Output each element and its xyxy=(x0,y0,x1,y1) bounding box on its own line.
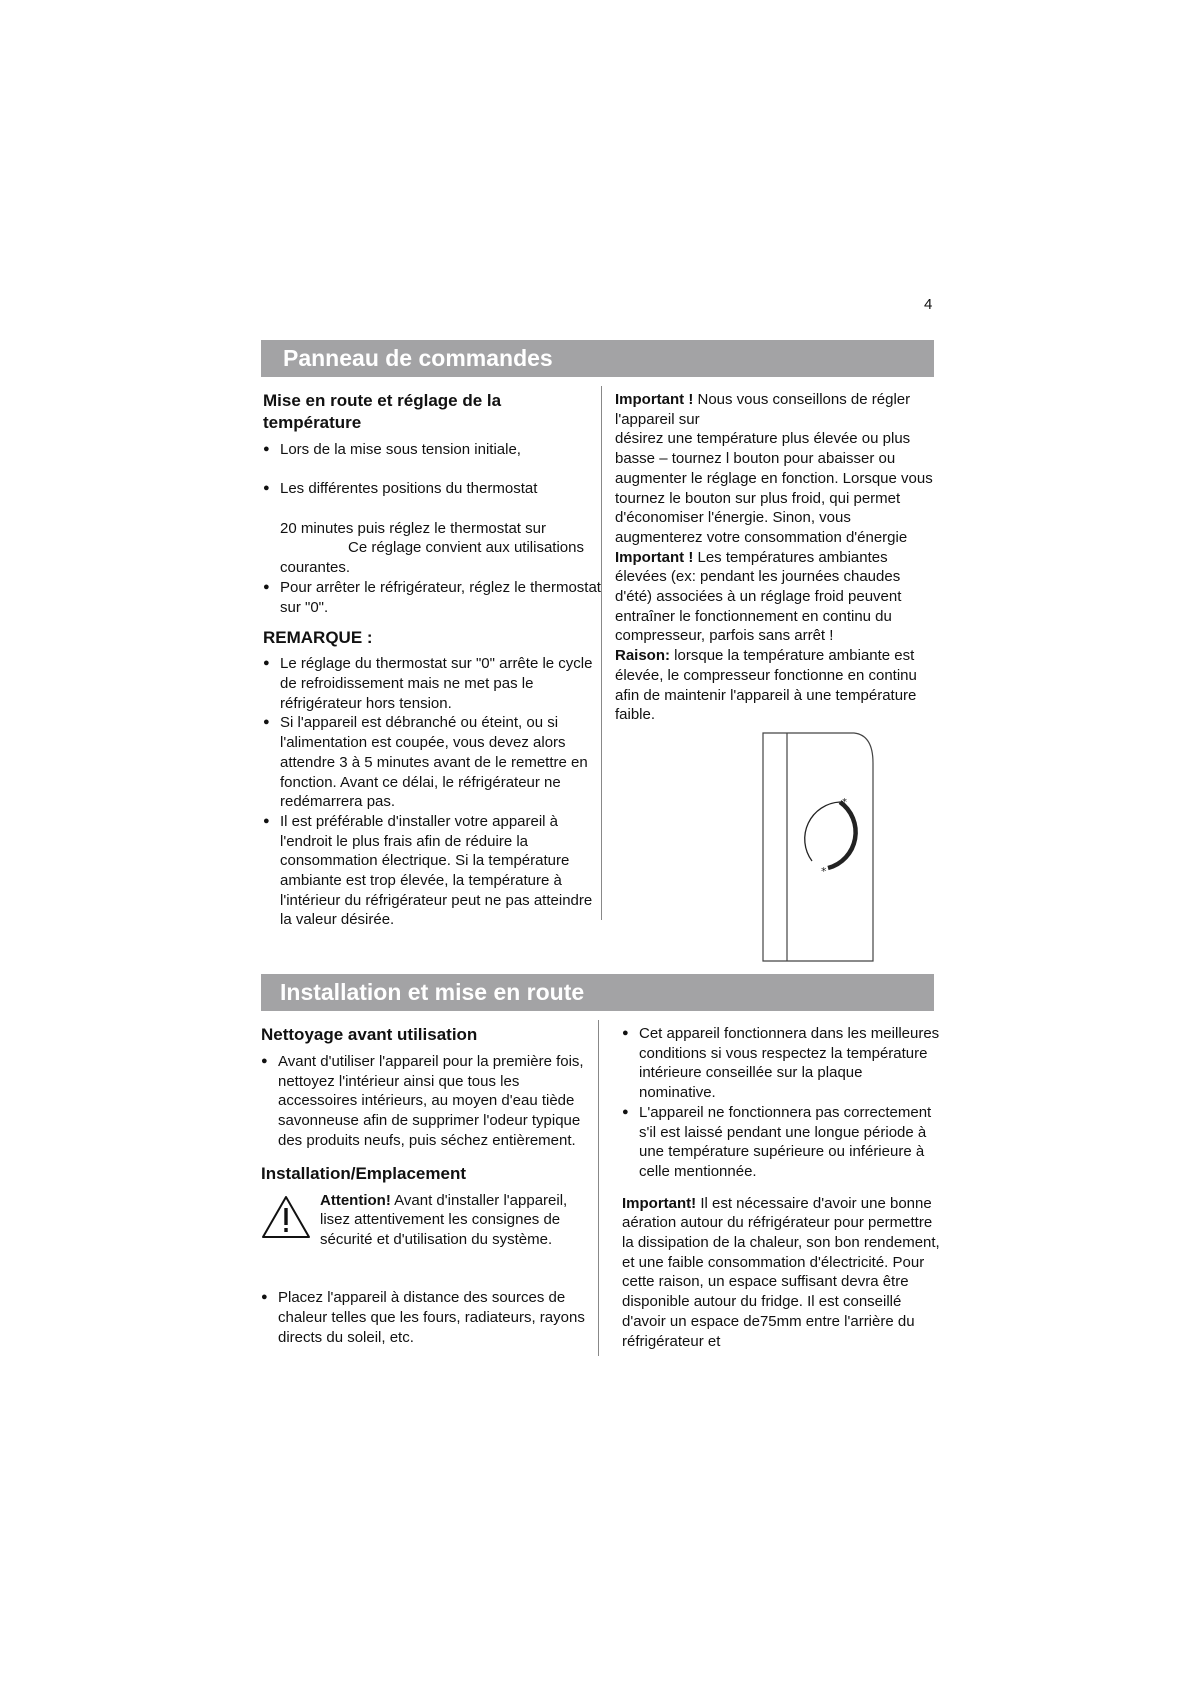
remark-heading: REMARQUE : xyxy=(263,628,373,648)
ventilation-note xyxy=(622,1194,942,1352)
important-label: Important ! xyxy=(615,548,694,566)
important-text: Nous vous conseillons de régler l'appareil sur xyxy=(615,391,911,428)
list-item: ● Le réglage du thermostat sur "0" arrête le cycle de refroidissement mais ne met pas le réfrigérateur hors tension. xyxy=(263,654,603,713)
thermostat-dial-icon xyxy=(760,731,878,963)
svg-text:*: * xyxy=(842,797,847,808)
important-label: Important! xyxy=(622,1194,697,1212)
column-divider xyxy=(601,386,602,920)
list-item: ● Avant d'utiliser l'appareil pour la première fois, nettoyez l'intérieur ainsi que tous les accessoires intérieurs, au moyen d'eau tiède savonneuse afin de supprimer l'odeur typique des produits neufs, puis séchez entièrement. xyxy=(261,1052,601,1151)
section-title-control-panel: Panneau de commandes xyxy=(261,340,934,377)
installation-left-column xyxy=(261,1024,601,1347)
important-note xyxy=(615,390,935,429)
list-item: ● L'appareil ne fonctionnera pas correctement s'il est laissé pendant une longue période à une température supérieure ou inférieure à celle mentionnée. xyxy=(622,1103,942,1182)
section-title-installation: Installation et mise en route xyxy=(261,974,934,1011)
thermostat-instruction: 20 minutes puis réglez le thermostat sur xyxy=(280,519,546,537)
column-divider xyxy=(598,1020,599,1356)
important-text: Il est nécessaire d'avoir une bonne aération autour du réfrigérateur pour permettre la dissipation de la chaleur, son bon rendement, et une faible consommation d'électricité. Pour cette raison, un espace suffisant devra être disponible autour du fridge. Il est conseillé d'avoir un espace de75mm entre l'arrière du réfrigérateur et xyxy=(622,1194,940,1350)
list-item: ● Placez l'appareil à distance des sources de chaleur telles que les fours, radiateurs, rayons directs du soleil, etc. xyxy=(261,1288,601,1347)
list-item: ● Cet appareil fonctionnera dans les meilleures conditions si vous respectez la température intérieure conseillée sur la plaque nominative. xyxy=(622,1024,942,1103)
reason-label: Raison: xyxy=(615,647,671,665)
list-item: ● Si l'appareil est débranché ou éteint, ou si l'alimentation est coupée, vous devez alors attendre 3 à 5 minutes avant de le remettre en fonction. Avant ce délai, le réfrigérateur ne redémarrera pas. xyxy=(263,713,603,812)
installation-right-column xyxy=(622,1024,942,1351)
list-item: ● Les différentes positions du thermostat xyxy=(263,479,603,499)
page-number: 4 xyxy=(924,296,933,313)
attention-note xyxy=(261,1191,601,1269)
list-item: ● Il est préférable d'installer votre appareil à l'endroit le plus frais afin de réduire la consommation électrique. Si la température ambiante est trop élevée, la température à l'intérieur du réfrigérateur peut ne pas atteindre la valeur désirée. xyxy=(263,812,603,930)
startup-heading: Mise en route et réglage de la température xyxy=(263,391,502,432)
cleaning-heading: Nettoyage avant utilisation xyxy=(261,1025,478,1044)
control-panel-right-column xyxy=(615,390,935,725)
list-item: ● Lors de la mise sous tension initiale, xyxy=(263,440,603,460)
warning-triangle-icon xyxy=(261,1195,311,1239)
important-note xyxy=(615,548,935,647)
attention-label: Attention! xyxy=(320,1191,391,1209)
svg-text:*: * xyxy=(821,865,827,878)
attention-text: Avant d'installer l'appareil, lisez attentivement les consignes de sécurité et d'utilisation du système. xyxy=(320,1191,568,1248)
reason-note xyxy=(615,646,935,725)
reason-text: lorsque la température ambiante est élevée, le compresseur fonctionne en continu afin de maintenir l'appareil à une température faible. xyxy=(615,647,917,724)
control-panel-left-column xyxy=(263,390,603,930)
important-note-cont: désirez une température plus élevée ou plus basse – tournez l bouton pour abaisser ou augmenter le réglage en fonction. Lorsque vous tournez le bouton sur plus froid, qui permet d'économiser l'énergie. Sinon, vous augmenterez votre consommation d'énergie xyxy=(615,430,933,546)
installation-heading: Installation/Emplacement xyxy=(261,1163,466,1183)
important-label: Important ! xyxy=(615,391,694,408)
thermostat-instruction: courantes. xyxy=(280,559,351,577)
list-item: ● Pour arrêter le réfrigérateur, réglez le thermostat sur "0". xyxy=(263,578,603,617)
thermostat-instruction: Ce réglage convient aux utilisations xyxy=(348,539,584,557)
important-text: Les températures ambiantes élevées (ex: pendant les journées chaudes d'été) associées à un réglage froid peuvent entraîner le fonctionnement en continu du compresseur, parfois sans arrêt ! xyxy=(615,548,902,645)
